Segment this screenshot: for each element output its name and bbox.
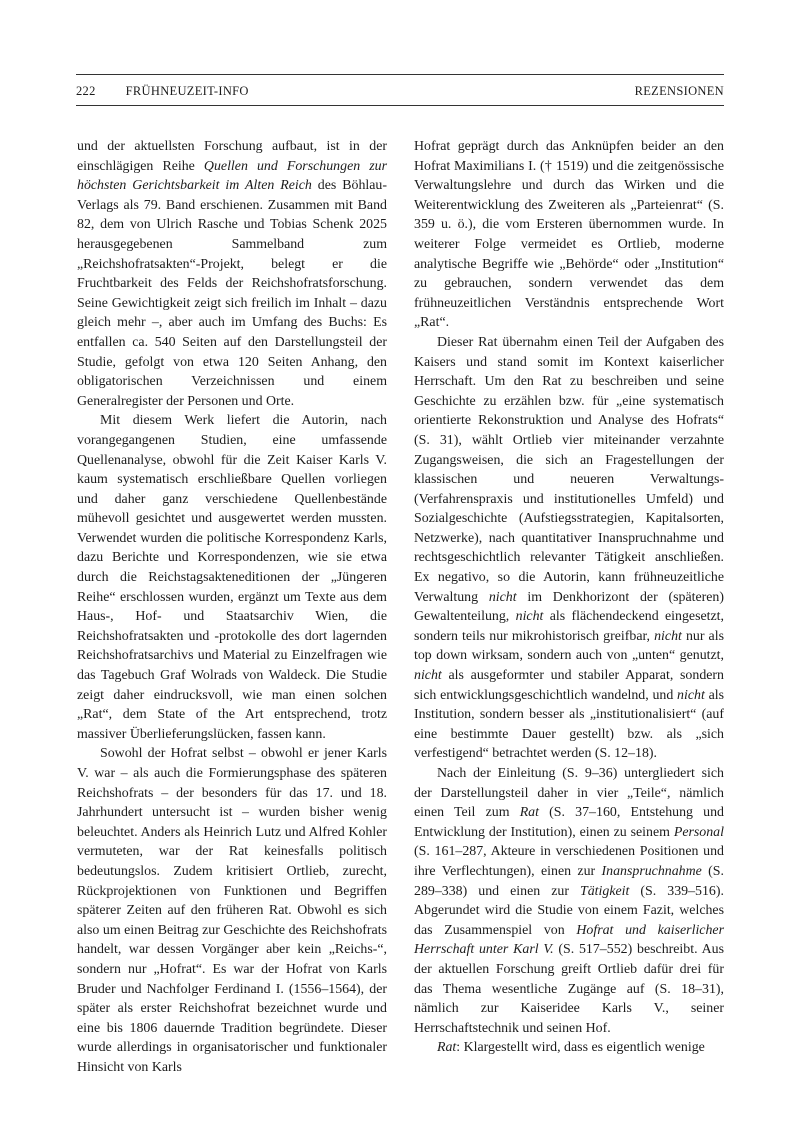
italic-text: nicht: [414, 668, 442, 684]
text-run: des Böhlau-Verlags als 79. Band erschienen. Zusammen mit Band 82, dem von Ulrich Rasche und Tobias Schenk 2025 herausgegebenen Sammelband zum „Reichshofratsakten“-Projekt, belegt er die Fruchtbarkeit des Felds der Reichshofratsforschung. Seine Gewichtigkeit zeigt sich freilich im Inhalt – dazu gleich mehr –, aber auch im Umfang des Buchs: Es entfallen ca. 540 Seiten auf den Darstellungsteil der Studie, gefolgt von etwa 120 Seiten Anhang, den obligatorischen Verzeichnissen und einem Generalregister der Personen und Orte.: [77, 178, 387, 409]
text-run: Mit diesem Werk liefert die Autorin, nach vorangegangenen Studien, eine umfassende Quellenanalyse, obwohl für die Zeit Kaiser Karls V. kaum systematisch erschließbare Quellen vorliegen und daher ganz verschiedene Quellenbestände mühevoll gesichtet und ausgewertet werden mussten. Verwendet wurden die politische Korrespondenz Karls, dazu Berichte und Korrespondenzen, wie sie etwa durch die Reichstagsakteneditionen der „Jüngeren Reihe“ erschlossen wurden, ergänzt um Texte aus dem Haus-, Hof- und Staatsarchiv Wien, die Reichshofratsakten und -protokolle des dort lagernden Reichshofratsarchivs und Material zu Einzelfragen wie das Tagebuch Graf Wolrads von Waldeck. Die Studie zeigt daher eindrucksvoll, wie man einen solchen „Rat“, dem State of the Art entsprechend, trotz massiver Überlieferungslücken, fassen kann.: [77, 413, 387, 742]
italic-text: Tätigkeit: [580, 883, 630, 899]
header-bottom-rule: [76, 105, 724, 106]
left-column: [77, 137, 387, 1078]
text-run: (S. 517–552) beschreibt. Aus der aktuellen Forschung greift Ortlieb dafür drei für das Thema wesentliche Zugänge auf (S. 18–31), nämlich zur Kaiseridee Karls V., seiner Herrschaftstechnik und seinen Hof.: [414, 942, 724, 1036]
paragraph: [414, 1038, 724, 1058]
section-title: REZENSIONEN: [634, 84, 724, 98]
italic-text: Rat: [519, 805, 539, 821]
paragraph: [414, 764, 724, 1038]
right-column: [414, 137, 724, 1058]
italic-text: Personal: [673, 824, 724, 840]
italic-text: nicht: [677, 687, 705, 703]
paragraph: [414, 137, 724, 333]
text-run: als Institution, sondern besser als „institutionalisiert“ (auf eine bestimmte Dauer gestellt) bzw. als „sich verfestigend“ betrachtet werden (S. 12–18).: [414, 687, 725, 762]
text-run: (S. 37–160, Entstehung und Entwicklung der Institution), einen zu seinem: [414, 805, 725, 840]
text-run: (S. 339–516). Abgerundet wird die Studie von einem Fazit, welches das Zusammenspiel von: [414, 883, 724, 938]
italic-text: Inanspruchnahme: [601, 863, 702, 879]
text-run: im Denkhorizont der (späteren) Gewaltenteilung,: [414, 589, 724, 625]
text-run: Hofrat geprägt durch das Anknüpfen beider an den Hofrat Maximilians I. († 1519) und die zeitgenössische Verwaltungslehre und durch das Wirken und die Weiterentwicklung des Zweiteren als „Parteienrat“ (S. 359 u. ö.), die vom Ersteren übernommen wurde. In weiterer Folge vermeidet es Ortlieb, moderne analytische Begriffe wie „Behörde“ oder „Institution“ zu gebrauchen, sondern verwendet das dem frühneuzeitlichen Verständnis entsprechende Wort „Rat“.: [414, 139, 724, 331]
text-run: Sowohl der Hofrat selbst – obwohl er jener Karls V. war – als auch die Formierungsphase des späteren Reichshofrats – der besonders für das 17. und 18. Jahrhundert untersucht ist – wurden bisher wenig beleuchtet. Anders als Heinrich Lutz und Alfred Kohler vermuteten, war der Rat keinesfalls politisch bedeutungslos. Zudem kritisiert Ortlieb, zurecht, Rückprojektionen von Funktionen und Begriffen späterer Zeiten auf den früheren Rat. Obwohl es sich also um einen Beitrag zur Geschichte des Reichshofrats handelt, war dessen Vorgänger aber kein „Reichs-“, sondern nur „Hofrat“. Es war der Hofrat von Karls Bruder und Nachfolger Ferdinand I. (1556–1564), der später als erster Reichshofrat bezeichnet wurde und eine bis 1806 dauernde Tradition begründete. Dieser wurde allerdings in organisatorischer und funktionaler Hinsicht von Karls: [77, 746, 387, 1075]
page-number: 222: [76, 84, 96, 98]
header-top-rule: [76, 74, 724, 75]
text-run: als flächendeckend eingesetzt, sondern teils nur mikrohistorisch greifbar,: [414, 609, 725, 644]
text-run: nur als top down wirksam, sondern auch von „unten“ genutzt,: [414, 628, 724, 664]
header-left: [76, 84, 249, 99]
paragraph: [77, 744, 387, 1077]
running-header: [76, 84, 724, 102]
journal-title: FRÜHNEUZEIT-INFO: [125, 84, 249, 98]
italic-text: nicht: [515, 609, 544, 625]
italic-text: Rat: [437, 1040, 457, 1056]
text-run: : Klargestellt wird, dass es eigentlich wenige: [456, 1040, 705, 1056]
text-run: (S. 289–338) und einen zur: [414, 863, 725, 899]
italic-text: nicht: [488, 589, 517, 605]
text-run: und der aktuellsten Forschung aufbaut, ist in der einschlägigen Reihe: [77, 139, 387, 174]
text-run: Dieser Rat übernahm einen Teil der Aufgaben des Kaisers und stand somit im Kontext kaiserlicher Herrschaft. Um den Rat zu beschreiben und seine Geschichte zu erzählen bzw. für „eine systematisch orientierte Rekonstruktion und Analyse des Hofrats“ (S. 31), wählt Ortlieb vier miteinander verzahnte Zugangsweisen, die sich an Fragestellungen der klassischen und neueren Verwaltungs- (Verfahrenspraxis und institutionelles Umfeld) und Sozialgeschichte (Aufstiegsstrategien, Kapitalsorten, Netzwerke), nach quantitativer Inanspruchnahme und rechtsgeschichtlich relevanter Tätigkeit anschließen. Ex negativo, so die Autorin, kann frühneuzeitliche Verwaltung: [414, 334, 724, 605]
text-run: als ausgeformter und stabiler Apparat, sondern sich entwicklungsgeschichtlich wandelnd, und: [414, 668, 724, 703]
text-run: Nach der Einleitung (S. 9–36) untergliedert sich der Darstellungsteil daher in vier „Teile“, nämlich einen Teil zum: [414, 766, 724, 821]
text-run: (S. 161–287, Akteure in verschiedenen Positionen und ihre Verflechtungen), einen zur: [414, 844, 724, 879]
italic-text: Quellen und Forschungen zur höchsten Gerichtsbarkeit im Alten Reich: [77, 158, 388, 194]
italic-text: nicht: [654, 628, 682, 644]
italic-text: Hofrat und kaiserlicher Herrschaft unter Karl V.: [414, 922, 724, 958]
paragraph: [414, 333, 724, 764]
paragraph: [77, 411, 387, 744]
paragraph: [77, 137, 387, 411]
